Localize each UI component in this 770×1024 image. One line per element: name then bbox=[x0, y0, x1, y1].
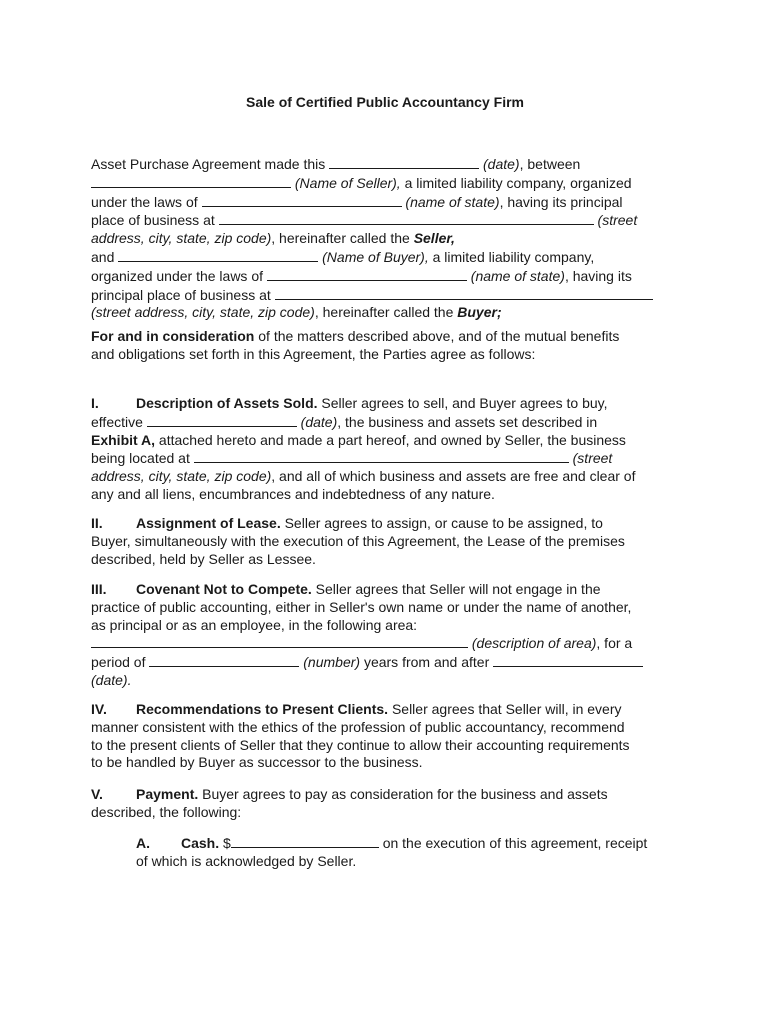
text: (street bbox=[597, 212, 638, 229]
text: and obligations set forth in this Agreement, the Parties agree as follows: bbox=[91, 345, 536, 362]
text: attached hereto and made a part hereof, and owned by Seller, the business bbox=[155, 431, 626, 448]
intro-paragraph bbox=[91, 155, 681, 322]
text: practice of public accounting, either in Seller's own name or under the name of another, bbox=[91, 598, 632, 615]
section-line bbox=[91, 634, 681, 653]
text: (date). bbox=[91, 671, 132, 688]
section-line bbox=[91, 551, 681, 569]
section-line bbox=[91, 486, 681, 504]
buyer-state-blank[interactable] bbox=[267, 267, 467, 281]
section-line bbox=[91, 719, 681, 737]
section-line bbox=[91, 599, 681, 617]
document-title: Sale of Certified Public Accountancy Firm bbox=[246, 94, 524, 110]
text: (description of area) bbox=[471, 635, 597, 652]
section-number: IV. bbox=[91, 701, 107, 717]
section-line bbox=[91, 533, 681, 551]
section-4 bbox=[91, 701, 681, 772]
effective-date-blank[interactable] bbox=[147, 413, 297, 427]
text: on the execution of this agreement, receipt bbox=[378, 835, 648, 851]
text: described, the following: bbox=[91, 803, 242, 820]
section-line bbox=[91, 449, 681, 468]
text: Seller, bbox=[413, 230, 455, 247]
section-line bbox=[91, 413, 681, 432]
text: (date) bbox=[483, 156, 520, 172]
section-line bbox=[91, 653, 681, 672]
text: manner consistent with the ethics of the profession of public accountancy, recommend bbox=[91, 718, 625, 735]
section-line bbox=[91, 468, 681, 486]
section-heading: Payment. bbox=[136, 786, 199, 802]
subsection-a bbox=[136, 834, 681, 871]
seller-name-blank[interactable] bbox=[91, 174, 291, 188]
text: Buyer agrees to pay as consideration for the business and assets bbox=[198, 786, 608, 802]
text: (date) bbox=[300, 413, 338, 430]
text: For and in consideration bbox=[91, 328, 255, 344]
text: organized under the laws of bbox=[91, 267, 267, 284]
intro-line bbox=[91, 155, 681, 174]
text: a limited liability company, organized bbox=[400, 174, 632, 191]
text: of which is acknowledged by Seller. bbox=[136, 852, 357, 869]
text: , having its principal bbox=[499, 193, 623, 210]
text: address, city, state, zip code) bbox=[91, 230, 272, 247]
text: , for a bbox=[596, 635, 633, 652]
text: Seller agrees that Seller will not engage in the bbox=[311, 581, 601, 597]
text: a limited liability company, bbox=[428, 248, 595, 265]
intro-line bbox=[91, 304, 681, 322]
period-blank[interactable] bbox=[149, 653, 299, 667]
text: (name of state) bbox=[470, 267, 565, 284]
text: place of business at bbox=[91, 212, 219, 229]
text: of the matters described above, and of the mutual benefits bbox=[254, 328, 620, 344]
text: , the business and assets set described in bbox=[337, 413, 598, 430]
text: (name of state) bbox=[405, 193, 500, 210]
consideration-line bbox=[91, 328, 681, 346]
seller-address-blank[interactable] bbox=[219, 211, 594, 225]
section-line bbox=[91, 432, 681, 450]
intro-line bbox=[91, 267, 681, 286]
section-line bbox=[91, 617, 681, 635]
cash-amount-blank[interactable] bbox=[231, 834, 379, 848]
text: , having its bbox=[564, 267, 632, 284]
area-blank[interactable] bbox=[91, 634, 468, 648]
text: period of bbox=[91, 654, 150, 671]
section-heading: Cash. bbox=[181, 835, 220, 851]
intro-line bbox=[91, 248, 681, 267]
section-line bbox=[91, 754, 681, 772]
section-line bbox=[91, 581, 681, 599]
buyer-address-blank[interactable] bbox=[275, 286, 653, 300]
text: , and all of which business and assets are free and clear of bbox=[271, 468, 636, 485]
section-1 bbox=[91, 395, 681, 504]
section-line bbox=[91, 786, 681, 804]
text: effective bbox=[91, 413, 147, 430]
text: years from and after bbox=[360, 654, 494, 671]
section-number: I. bbox=[91, 395, 99, 411]
section-line bbox=[136, 853, 681, 871]
text: (Name of Buyer), bbox=[322, 248, 429, 265]
business-address-blank[interactable] bbox=[194, 449, 569, 463]
text: (street address, city, state, zip code) bbox=[91, 304, 315, 321]
text: to the present clients of Seller that they continue to allow their accounting requirements bbox=[91, 736, 630, 753]
section-heading: Recommendations to Present Clients. bbox=[136, 701, 389, 717]
text: as principal or as an employee, in the following area: bbox=[91, 616, 418, 633]
text: Seller agrees to sell, and Buyer agrees to buy, bbox=[317, 395, 608, 411]
section-number: A. bbox=[136, 835, 150, 851]
section-2 bbox=[91, 515, 681, 568]
text: Buyer; bbox=[457, 304, 502, 321]
text: Exhibit A, bbox=[91, 431, 156, 448]
after-date-blank[interactable] bbox=[493, 653, 643, 667]
section-line bbox=[91, 737, 681, 755]
text: Seller agrees that Seller will, in every bbox=[388, 701, 622, 717]
text: being located at bbox=[91, 450, 194, 467]
section-heading: Description of Assets Sold. bbox=[136, 395, 318, 411]
text: Asset Purchase Agreement made this bbox=[91, 156, 326, 172]
intro-line bbox=[91, 174, 681, 193]
text: $ bbox=[219, 835, 231, 851]
intro-line bbox=[91, 286, 681, 305]
seller-state-blank[interactable] bbox=[202, 193, 402, 207]
text: (Name of Seller), bbox=[294, 174, 401, 191]
text: and bbox=[91, 248, 119, 265]
text: Seller agrees to assign, or cause to be assigned, to bbox=[280, 515, 603, 531]
section-line bbox=[91, 515, 681, 533]
text: described, held by Seller as Lessee. bbox=[91, 550, 316, 567]
section-line bbox=[91, 804, 681, 822]
text: Buyer, simultaneously with the execution of this Agreement, the Lease of the premises bbox=[91, 532, 625, 549]
date-blank[interactable] bbox=[329, 155, 479, 169]
section-line bbox=[136, 834, 681, 853]
intro-line bbox=[91, 230, 681, 248]
section-number: V. bbox=[91, 786, 103, 802]
section-line bbox=[91, 672, 681, 690]
section-number: II. bbox=[91, 515, 103, 531]
text: , hereinafter called the bbox=[271, 230, 414, 247]
intro-line bbox=[91, 211, 681, 230]
consideration-paragraph bbox=[91, 328, 681, 364]
text: principal place of business at bbox=[91, 286, 275, 303]
text: to be handled by Buyer as successor to the business. bbox=[91, 754, 423, 771]
text: under the laws of bbox=[91, 193, 202, 210]
text: address, city, state, zip code) bbox=[91, 468, 272, 485]
section-3 bbox=[91, 581, 681, 690]
section-line bbox=[91, 395, 681, 413]
section-heading: Covenant Not to Compete. bbox=[136, 581, 312, 597]
section-line bbox=[91, 701, 681, 719]
consideration-line bbox=[91, 346, 681, 364]
buyer-name-blank[interactable] bbox=[118, 248, 318, 262]
text: , hereinafter called the bbox=[314, 304, 458, 321]
section-heading: Assignment of Lease. bbox=[136, 515, 281, 531]
text: , between bbox=[519, 156, 581, 172]
section-number: III. bbox=[91, 581, 107, 597]
text: any and all liens, encumbrances and indebtedness of any nature. bbox=[91, 485, 495, 502]
section-5 bbox=[91, 786, 681, 822]
text: (street bbox=[572, 450, 613, 467]
intro-line bbox=[91, 193, 681, 212]
text: (number) bbox=[303, 654, 361, 671]
